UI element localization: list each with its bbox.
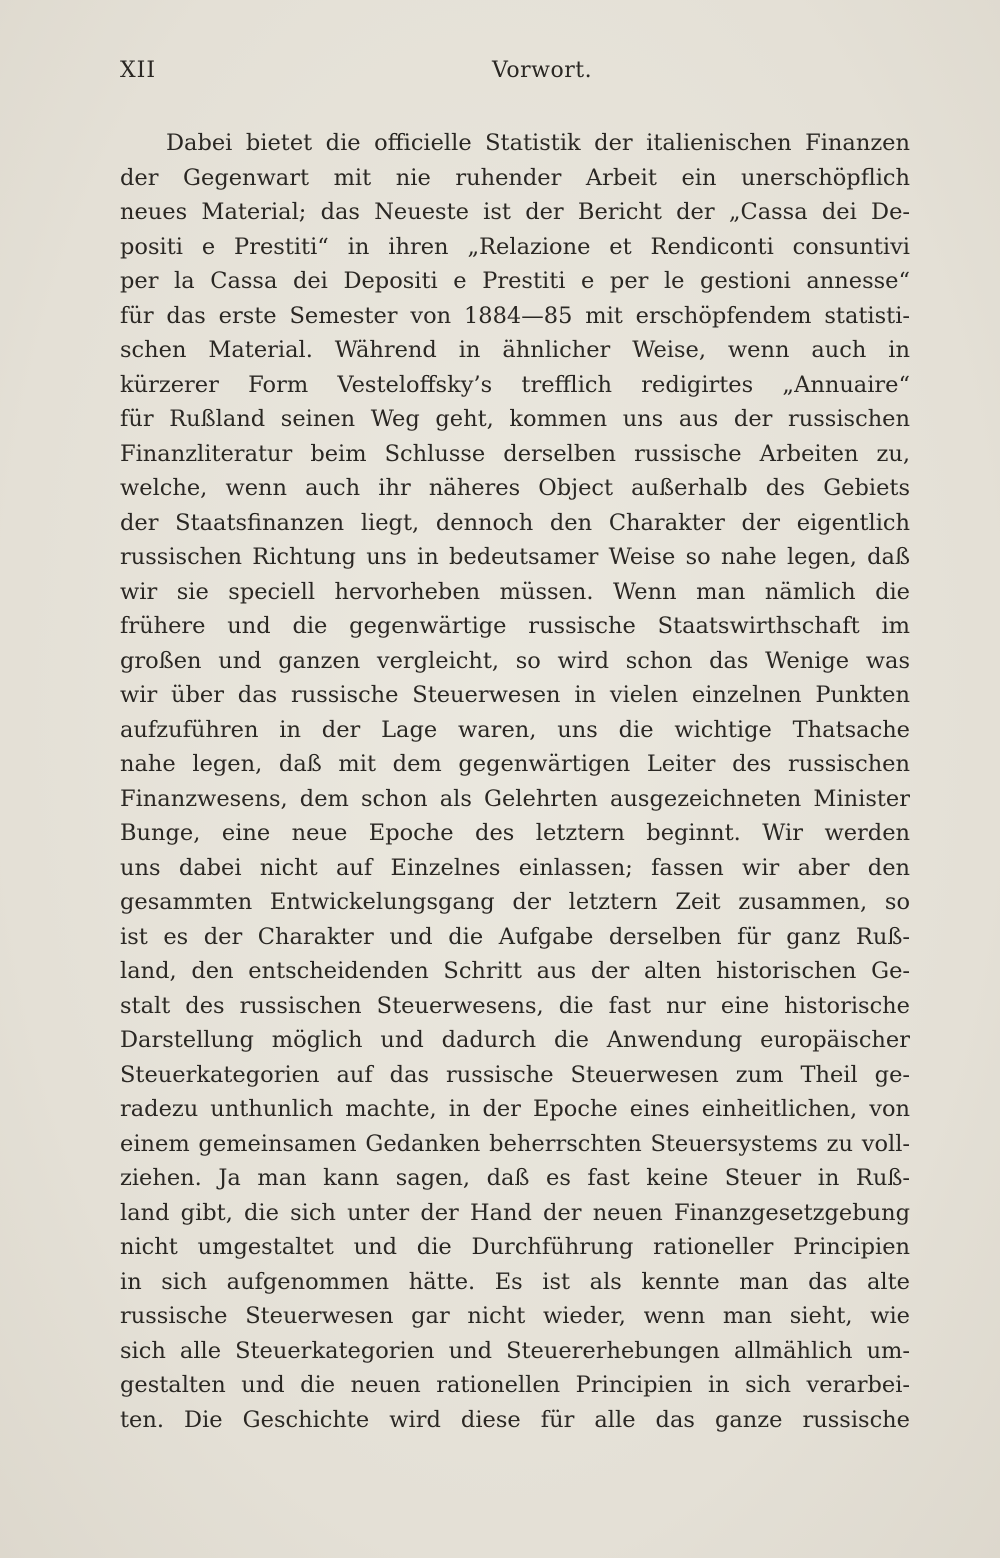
- text-line: aufzuführen in der Lage waren, uns die wichtige Thatsache: [120, 716, 910, 743]
- text-line: ziehen. Ja man kann sagen, daß es fast keine Steuer in Ruß-: [120, 1165, 910, 1191]
- text-line: sich alle Steuerkategorien und Steuererhebungen allmählich um-: [120, 1337, 910, 1364]
- text-line: russischen Richtung uns in bedeutsamer Weise so nahe legen, daß: [120, 544, 910, 570]
- text-line: in sich aufgenommen hätte. Es ist als kennte man das alte: [120, 1268, 910, 1295]
- text-line: der Staatsfinanzen liegt, dennoch den Charakter der eigentlich: [120, 509, 910, 536]
- text-line: Steuerkategorien auf das russische Steuerwesen zum Theil ge-: [120, 1061, 910, 1088]
- text-line: Dabei bietet die officielle Statistik der italienischen Finanzen: [166, 130, 910, 156]
- page-number: XII: [120, 58, 157, 83]
- text-line: uns dabei nicht auf Einzelnes einlassen; fassen wir aber den: [120, 854, 910, 881]
- text-line: ten. Die Geschichte wird diese für alle das ganze russische: [120, 1406, 910, 1433]
- text-line: kürzerer Form Vesteloffsky’s trefflich redigirtes „Annuaire“: [120, 371, 910, 398]
- text-line: wir sie speciell hervorheben müssen. Wenn man nämlich die: [120, 578, 910, 605]
- text-line: gesammten Entwickelungsgang der letztern Zeit zusammen, so: [120, 889, 910, 915]
- text-line: per la Cassa dei Depositi e Prestiti e per le gestioni annesse“: [120, 268, 910, 294]
- body-text: [120, 126, 910, 1437]
- text-line: welche, wenn auch ihr näheres Object außerhalb des Gebiets: [120, 475, 910, 501]
- text-line: schen Material. Während in ähnlicher Weise, wenn auch in: [120, 337, 910, 363]
- text-line: nicht umgestaltet und die Durchführung rationeller Principien: [120, 1234, 910, 1260]
- text-line: Bunge, eine neue Epoche des letztern beginnt. Wir werden: [120, 820, 910, 846]
- text-line: einem gemeinsamen Gedanken beherrschten Steuersystems zu voll-: [120, 1130, 910, 1157]
- text-line: Finanzwesens, dem schon als Gelehrten ausgezeichneten Minister: [120, 785, 910, 812]
- text-line: land gibt, die sich unter der Hand der neuen Finanzgesetzgebung: [120, 1199, 910, 1226]
- text-line: wir über das russische Steuerwesen in vielen einzelnen Punkten: [120, 682, 910, 708]
- text-line: radezu unthunlich machte, in der Epoche eines einheitlichen, von: [120, 1096, 910, 1122]
- text-line: für Rußland seinen Weg geht, kommen uns aus der russischen: [120, 406, 910, 432]
- text-line: russische Steuerwesen gar nicht wieder, wenn man sieht, wie: [120, 1303, 910, 1329]
- text-line: Darstellung möglich und dadurch die Anwendung europäischer: [120, 1027, 910, 1053]
- text-line: Finanzliteratur beim Schlusse derselben russische Arbeiten zu,: [120, 440, 910, 467]
- text-line: frühere und die gegenwärtige russische Staatswirthschaft im: [120, 613, 910, 639]
- text-line: positi e Prestiti“ in ihren „Relazione et Rendiconti consuntivi: [120, 233, 910, 260]
- text-line: gestalten und die neuen rationellen Principien in sich verarbei-: [120, 1372, 910, 1398]
- running-head: Vorwort.: [492, 58, 593, 83]
- text-line: der Gegenwart mit nie ruhender Arbeit ein unerschöpflich: [120, 164, 910, 191]
- text-line: ist es der Charakter und die Aufgabe derselben für ganz Ruß-: [120, 923, 910, 950]
- text-line: für das erste Semester von 1884—85 mit erschöpfendem statisti-: [120, 302, 910, 329]
- text-line: neues Material; das Neueste ist der Bericht der „Cassa dei De-: [120, 199, 910, 225]
- text-line: nahe legen, daß mit dem gegenwärtigen Leiter des russischen: [120, 751, 910, 777]
- text-line: großen und ganzen vergleicht, so wird schon das Wenige was: [120, 647, 910, 674]
- text-line: land, den entscheidenden Schritt aus der alten historischen Ge-: [120, 958, 910, 984]
- text-line: stalt des russischen Steuerwesens, die fast nur eine historische: [120, 992, 910, 1019]
- page-header: [120, 58, 910, 98]
